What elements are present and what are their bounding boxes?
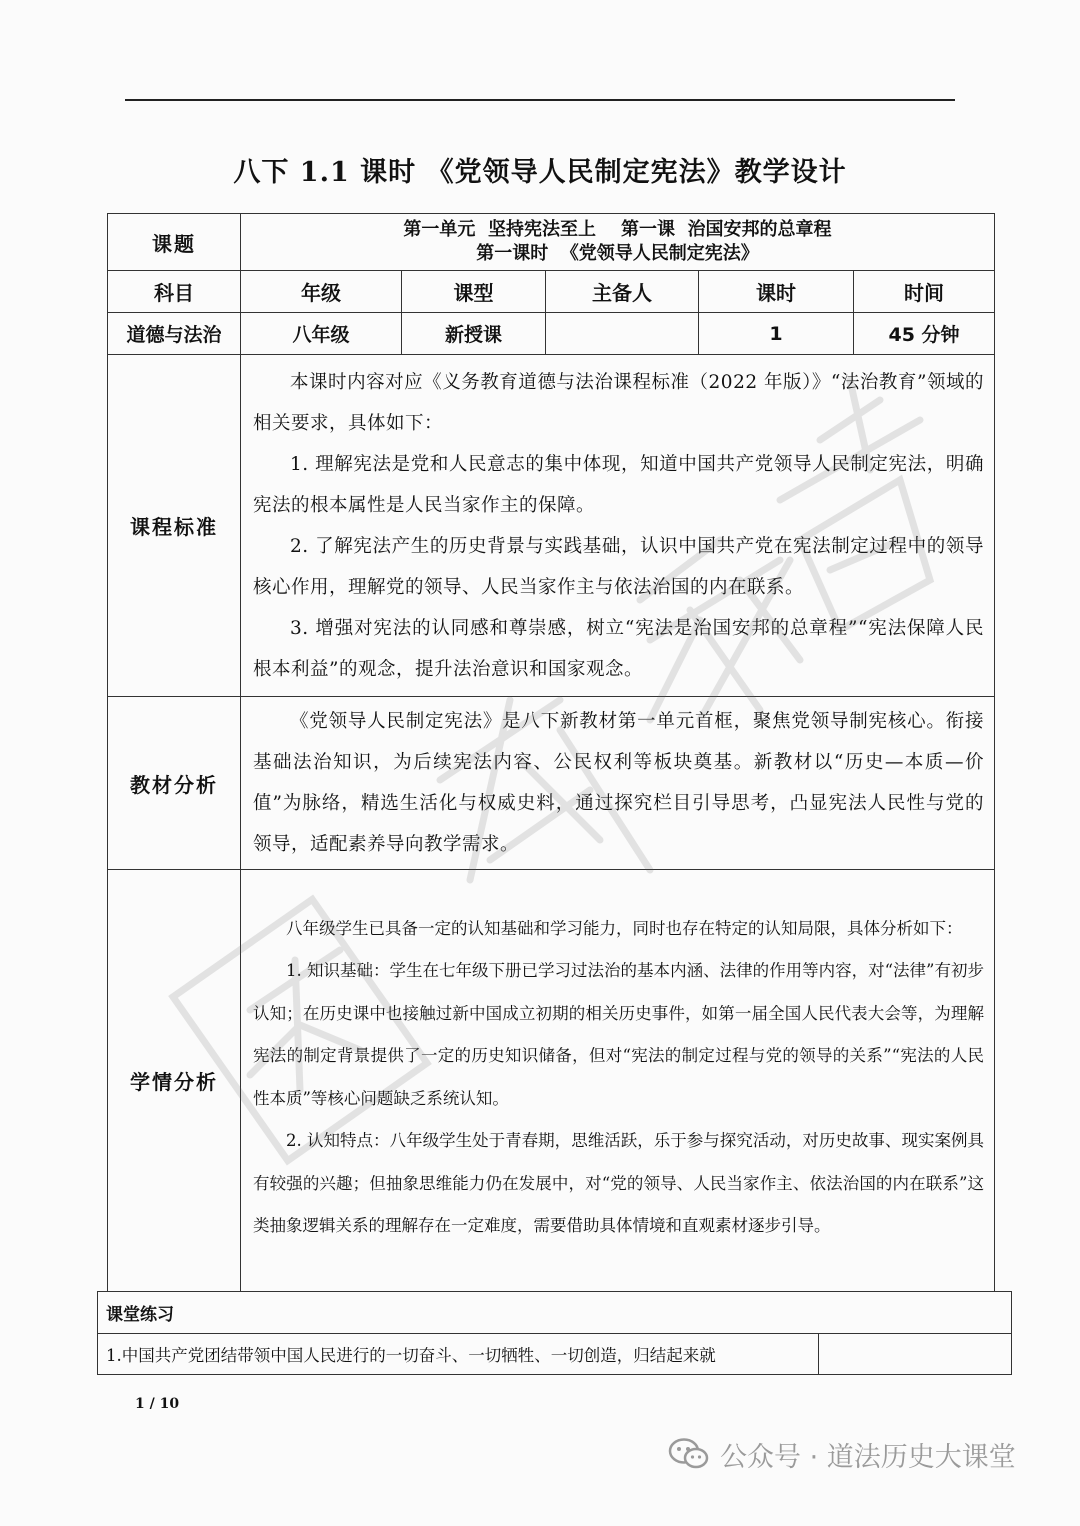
header-preparer: 主备人 (546, 271, 699, 313)
footer-text: 公众号 · 道法历史大课堂 (720, 1441, 1016, 1473)
topic-line-2: 第一课时 《党领导人民制定宪法》 (476, 243, 759, 264)
curriculum-paragraph: 1. 理解宪法是党和人民意志的集中体现，知道中国共产党领导人民制定宪法，明确宪法的根本属性是人民当家作主的保障。 (253, 453, 984, 516)
value-row (108, 313, 995, 355)
value-subject: 道德与法治 (108, 313, 241, 355)
curriculum-label: 课程标准 (108, 355, 241, 697)
value-period: 1 (699, 313, 854, 355)
value-lesson-type: 新授课 (402, 313, 546, 355)
header-lesson-type: 课型 (402, 271, 546, 313)
value-grade: 八年级 (241, 313, 402, 355)
topic-line-1: 第一单元 坚持宪法至上 第一课 治国安邦的总章程 (403, 219, 832, 240)
curriculum-paragraph: 3. 增强对宪法的认同感和尊崇感，树立“宪法是治国安邦的总章程”“宪法保障人民根本利益”的观念，提升法治意识和国家观念。 (253, 617, 984, 680)
header-row (108, 271, 995, 313)
students-paragraph: 1. 知识基础：学生在七年级下册已学习过法治的基本内涵、法律的作用等内容，对“法律”有初步认知；在历史课中也接触过新中国成立初期的相关历史事件，如第一届全国人民代表大会等，为理解宪法的制定背景提供了一定的历史知识储备，但对“宪法的制定过程与党的领导的关系”“宪法的人民性本质”等核心问题缺乏系统认知。 (253, 961, 984, 1108)
practice-table (97, 1291, 1012, 1375)
curriculum-content (241, 355, 995, 697)
page-number: 1 / 10 (135, 1396, 180, 1412)
topic-label: 课题 (108, 214, 241, 271)
wechat-icon (668, 1436, 710, 1472)
practice-header: 课堂练习 (98, 1292, 1012, 1334)
textbook-label: 教材分析 (108, 697, 241, 870)
header-grade: 年级 (241, 271, 402, 313)
header-subject: 科目 (108, 271, 241, 313)
students-content (241, 870, 995, 1292)
students-paragraph: 八年级学生已具备一定的认知基础和学习能力，同时也存在特定的认知局限，具体分析如下： (286, 918, 963, 938)
value-time: 45 分钟 (854, 313, 995, 355)
document-title: 八下 1.1 课时 《党领导人民制定宪法》教学设计 (233, 157, 847, 188)
topic-value (241, 214, 995, 271)
footer-account (668, 1434, 1016, 1474)
header-rule (125, 99, 955, 101)
textbook-paragraph: 《党领导人民制定宪法》是八下新教材第一单元首框，聚焦党领导制宪核心。衔接基础法治知识，为后续宪法内容、公民权利等板块奠基。新教材以“历史—本质—价值”为脉络，精选生活化与权威史料，通过探究栏目引导思考，凸显宪法人民性与党的领导，适配素养导向教学需求。 (253, 711, 984, 855)
header-period: 课时 (699, 271, 854, 313)
textbook-content (241, 697, 995, 870)
practice-question: 1.中国共产党团结带领中国人民进行的一切奋斗、一切牺牲、一切创造，归结起来就 (98, 1334, 819, 1375)
students-label: 学情分析 (108, 870, 241, 1292)
practice-answer-cell (819, 1334, 1012, 1375)
header-time: 时间 (854, 271, 995, 313)
value-preparer (546, 313, 699, 355)
curriculum-paragraph: 本课时内容对应《义务教育道德与法治课程标准（2022 年版）》“法治教育”领域的相关要求，具体如下： (253, 371, 984, 434)
students-paragraph: 2. 认知特点：八年级学生处于青春期，思维活跃，乐于参与探究活动，对历史故事、现实案例具有较强的兴趣；但抽象思维能力仍在发展中，对“党的领导、人民当家作主、依法治国的内在联系”这类抽象逻辑关系的理解存在一定难度，需要借助具体情境和直观素材逐步引导。 (253, 1131, 984, 1235)
curriculum-paragraph: 2. 了解宪法产生的历史背景与实践基础，认识中国共产党在宪法制定过程中的领导核心作用，理解党的领导、人民当家作主与依法治国的内在联系。 (253, 535, 984, 598)
lesson-plan-table (107, 213, 995, 1292)
